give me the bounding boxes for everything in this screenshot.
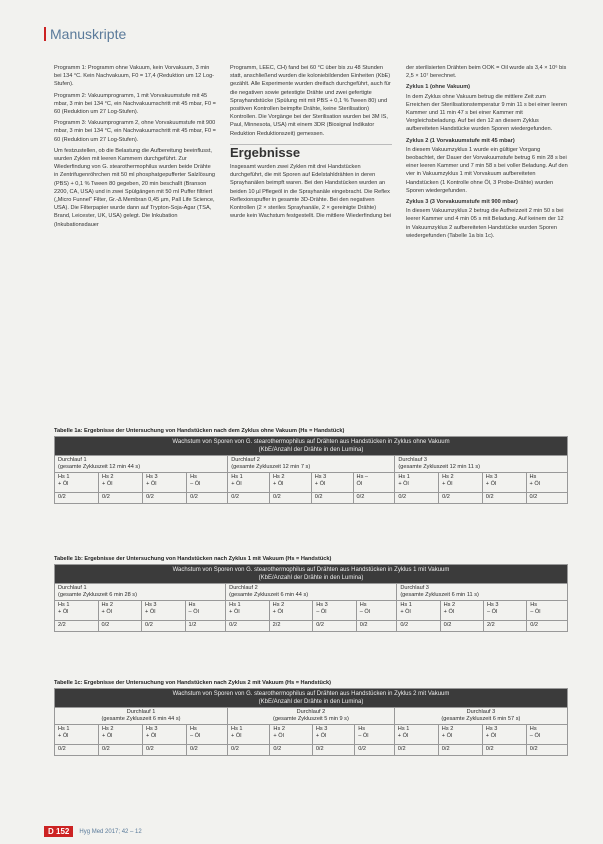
run-header-cell [228,456,395,473]
column-1 [54,64,216,404]
run-time: (gesamte Zykluszeit 6 min 44 s) [101,716,181,722]
table-subheading-text: (KbE/Anzahl der Drähte in den Lumina) [258,575,364,581]
run-time: (gesamte Zykluszeit 6 min 44 s) [229,592,309,598]
result-value-cell: 0/2 [228,493,270,504]
paragraph: Um festzustellen, ob die Belastung die Aufbereitung beeinflusst, wurden Zyklen mit leeren Kammern durchgeführt. Zur Wiederfindung von G. stearothermophilus wurden beide Drähte in Zentrifugenröhrchen mit 50 ml phosphatgepufferter Salzlösung (PBS) + 0,1 % Tween 80 gegeben, 20 min beschallt (Branson 2200, CA, USA) und in zwei Spülgängen mit 50 ml Puffer filtriert („Micro Funnel“ Filter, Gr.-Δ Membran 0,45 µm, Pall Life Science, USA). Die Filterpapier wurde dann auf Trypton-Soja-Agar (TSA, Brand, Leicester, UK, USA) gelegt. Die Inkubation (Inkubationsdauer [54,147,215,228]
run-label: Durchlauf 2 [231,457,260,463]
handpiece-header-cell: Hs 3 + Öl [482,725,526,745]
handpiece-header-cell: Hs 2 + Öl [98,601,142,621]
subheading: Zyklus 1 (ohne Vakuum) [406,84,471,91]
run-header-cell [397,584,568,601]
result-value-cell: 0/2 [187,745,228,756]
header-accent-bar [44,27,46,41]
handpiece-header-cell: Hs 2 + Öl [269,601,313,621]
handpiece-header-cell: Hs 2 + Öl [99,725,143,745]
paragraph: Programm, LEEC, CH) fand bei 60 °C über bis zu 48 Stunden statt, anschließend wurden die koloniebildenden Einheiten (KbE) gezählt. Alle Experimente wurden dreifach durchgeführt, auch für die negativen sowie getestigte Drähte und zwei gefertigte Sprayhandstücke (Spülung mit mit PBS + 0,1 % Tween 80) und positiven Kontrollen beimpfte Drähte, keine Sterilisation) Kontrollen. Die Vorgänge bei der Sterilisation wurden bei 3M IS, Paul, Minnesota, USA) mit einem 3DR (Biosignal Indikator Reduktion Reduktionszeit) gemessen. [230,65,391,137]
results-table [54,688,568,756]
result-value-cell: 2/2 [55,621,99,632]
journal-citation: Hyg Med 2017; 42 – 12 [79,828,142,835]
paragraph: Programm 1: Programm ohne Vakuum, kein Vorvakuum, 3 min bei 134 °C. Kein Nachvakuum, F0 = 17,4 (Reduktion um 12 Log-Stufen). [54,65,215,88]
handpiece-header-cell: Hs 2 + Öl [270,725,312,745]
result-value-cell: 0/2 [270,745,312,756]
handpiece-header-cell: Hs 1 + Öl [55,601,99,621]
table-heading-text: Wachstum von Sporen von G. stearothermophilus auf Drähten aus Handstücken in Zyklus 2 mit Vakuum [172,691,450,697]
result-value-cell: 0/2 [482,493,526,504]
handpiece-header-cell: Hs 1 + Öl [395,473,439,493]
results-heading: Ergebnisse [230,144,392,157]
result-value-cell: 2/2 [483,621,526,632]
handpiece-header-cell: Hs 1 + Öl [226,601,270,621]
table-heading [55,689,568,708]
handpiece-header-cell: Hs 2 + Öl [439,473,483,493]
result-value-cell: 0/2 [228,745,270,756]
column-2 [230,64,392,404]
handpiece-header-cell: Hs 1 + Öl [228,725,270,745]
handpiece-header-cell: Hs – Öl [355,725,395,745]
run-header-cell [226,584,397,601]
handpiece-header-cell: Hs 2 + Öl [440,601,483,621]
paragraph: In diesem Vakuumzyklus 2 betrug die Aufheizzeit 2 min 50 s bei leerer Kammer und 4 min 05 s mit Beladung. Auf keinem der 12 in Vakuumzyklus 2 aufbereiteten Handstücke wurden Sporen wiedergefunden (Tabelle 1a bis 1c). [406,208,564,239]
run-time: (gesamte Zykluszeit 6 min 57 s) [441,716,521,722]
run-header-cell [55,584,226,601]
run-time: (gesamte Zykluszeit 12 min 7 s) [231,464,311,470]
result-value-cell: 0/2 [397,621,440,632]
subheading: Zyklus 3 (3 Vorvakuumstufe mit 900 mbar) [406,199,518,206]
handpiece-header-cell: Hs – Öl [526,725,567,745]
paragraph: Programm 3: Vakuumprogramm 2, ohne Vorvakuumstufe mit 900 mbar, 3 min bei 134 °C, ein Nachvakuumschritt mit 45 mbar, F0 = 60 (Reduktion um 27 Log-Stufen). [54,120,216,143]
handpiece-header-cell: Hs 3 + Öl [142,601,186,621]
result-value-cell: 0/2 [394,745,438,756]
run-header-cell [394,708,567,725]
run-header-cell [55,708,228,725]
run-time: (gesamte Zykluszeit 6 min 11 s) [400,592,479,598]
result-value-cell: 0/2 [55,493,99,504]
handpiece-header-cell: Hs 3 + Öl [311,473,353,493]
result-value-cell: 0/2 [55,745,99,756]
results-table [54,564,568,632]
result-value-cell: 0/2 [143,745,187,756]
run-time: (gesamte Zykluszeit 5 min 9 s) [272,716,349,722]
page-footer [44,826,142,837]
handpiece-header-cell: Hs – Öl [527,601,568,621]
handpiece-header-cell: Hs 1 + Öl [397,601,440,621]
run-label: Durchlauf 2 [296,709,326,715]
handpiece-header-cell: Hs 2 + Öl [270,473,312,493]
results-table [54,436,568,504]
handpiece-header-cell: Hs 3 + Öl [312,725,354,745]
result-value-cell: 0/2 [187,493,228,504]
handpiece-header-cell: Hs – Öl [187,725,228,745]
table-heading-text: Wachstum von Sporen von G. stearothermophilus auf Drähten aus Handstücken in Zyklus ohne Vakuum [172,439,450,445]
result-value-cell: 0/2 [527,621,568,632]
run-label: Durchlauf 2 [229,585,258,591]
paragraph: Insgesamt wurden zwei Zyklen mit drei Handstücken durchgeführt, die mit Sporen auf Edelstahldrähten in deren Sprayhanälen beimpft waren. Bei den Handstücken wurden an beiden 10 µl Pflegeöl in die Sprayhanäle eingebracht. Die Reflex Reflexionspuffer in gesamte 3D-Drähte. Bei den negativen Kontrollen (2 × steriles Sprayhanäle, 2 × gereinigte Drähte) wurde kein Wachstum festgestellt. Die mittlere Wiederfindung bei [230,164,392,220]
handpiece-header-cell: Hs 2 + Öl [99,473,143,493]
section-title: Manuskripte [50,26,127,42]
handpiece-header-cell: Hs – Öl [185,601,226,621]
run-header-cell [395,456,568,473]
table-heading-text: Wachstum von Sporen von G. stearothermophilus auf Drähten aus Handstücken in Zyklus 1 mit Vakuum [172,567,450,573]
body-text [54,64,568,404]
paragraph: Programm 2: Vakuumprogramm, 1 mit Vorvakuumstufe mit 45 mbar, 3 min bei 134 °C, ein Nachvakuumschritt mit 45 mbar, F0 = 60 (Reduktion um 27 Log-Stufen). [54,92,216,116]
handpiece-header-cell: Hs + Öl [526,473,567,493]
results-table-block [54,556,568,632]
result-value-cell: 0/2 [439,493,483,504]
section-header [44,26,126,42]
run-label: Durchlauf 1 [126,709,156,715]
result-value-cell: 0/2 [313,621,357,632]
run-label: Durchlauf 3 [466,709,496,715]
run-time: (gesamte Zykluszeit 12 min 11 s) [398,464,481,470]
run-label: Durchlauf 3 [400,585,429,591]
result-value-cell: 0/2 [526,745,567,756]
result-value-cell: 0/2 [98,621,142,632]
paragraph: In diesem Vakuumzyklus 1 wurde ein gültiger Vorgang beobachtet, der Dauer der Vorvakuumstufe betrug 6 min 28 s bei einer leeren Kammer und 7 min 58 s bei voller Beladung. Auf den vier in Vakuumzyklus 1 mit Vorvakuum aufbereiteten Handstücken (1 Kontrolle ohne Öl, 3 Probe-Drähte) wurden Sporen wiedergefunden. [406,146,568,194]
result-value-cell: 0/2 [356,621,397,632]
subheading: Zyklus 2 (1 Vorvakuumstufe mit 45 mbar) [406,137,515,144]
handpiece-header-cell: Hs 3 + Öl [143,725,187,745]
result-value-cell: 0/2 [438,745,482,756]
run-time: (gesamte Zykluszeit 6 min 28 s) [58,592,137,598]
result-value-cell: 0/2 [440,621,483,632]
handpiece-header-cell: Hs – Öl [356,601,397,621]
table-caption: Tabelle 1c: Ergebnisse der Untersuchung von Handstücken nach Zyklus 2 mit Vakuum (Hs = Handstück) [54,680,332,686]
run-label: Durchlauf 3 [398,457,427,463]
table-heading [55,565,568,584]
handpiece-header-cell: Hs 2 + Öl [438,725,482,745]
handpiece-header-cell: Hs 3 + Öl [482,473,526,493]
column-3 [406,64,568,404]
table-subheading-text: (KbE/Anzahl der Drähte in den Lumina) [258,447,364,453]
handpiece-header-cell: Hs 1 + Öl [55,473,99,493]
run-header-cell [55,456,228,473]
results-table-block [54,428,568,504]
handpiece-header-cell: Hs 1 + Öl [55,725,99,745]
result-value-cell: 0/2 [270,493,312,504]
result-value-cell: 2/2 [269,621,313,632]
result-value-cell: 0/2 [143,493,187,504]
handpiece-header-cell: Hs 3 + Öl [143,473,187,493]
result-value-cell: 0/2 [99,493,143,504]
paragraph: der sterilisierten Drähten beim OOK = Oil wurde als 3,4 × 10⁶ bis 2,5 × 10⁷ berechnet. [406,65,567,80]
handpiece-header-cell: Hs 3 – Öl [313,601,357,621]
result-value-cell: 1/2 [185,621,226,632]
result-value-cell: 0/2 [395,493,439,504]
result-value-cell: 0/2 [226,621,270,632]
handpiece-header-cell: Hs 1 + Öl [228,473,270,493]
result-value-cell: 0/2 [526,493,567,504]
results-table-block [54,680,568,756]
table-caption: Tabelle 1b: Ergebnisse der Untersuchung von Handstücken nach Zyklus 1 mit Vakuum (Hs = Handstück) [54,556,332,562]
run-label: Durchlauf 1 [58,457,87,463]
result-value-cell: 0/2 [482,745,526,756]
result-value-cell: 0/2 [353,493,395,504]
handpiece-header-cell: Hs 3 – Öl [483,601,526,621]
table-subheading-text: (KbE/Anzahl der Drähte in den Lumina) [258,699,364,705]
handpiece-header-cell: Hs – Öl [353,473,395,493]
table-heading [55,437,568,456]
result-value-cell: 0/2 [311,493,353,504]
handpiece-header-cell: Hs – Öl [187,473,228,493]
result-value-cell: 0/2 [312,745,354,756]
result-value-cell: 0/2 [355,745,395,756]
handpiece-header-cell: Hs 1 + Öl [394,725,438,745]
result-value-cell: 0/2 [142,621,186,632]
result-value-cell: 0/2 [99,745,143,756]
run-label: Durchlauf 1 [58,585,87,591]
paragraph: In dem Zyklus ohne Vakuum betrug die mittlere Zeit zum Erreichen der Sterilisationstemperatur 9 min 11 s bei einer leeren Kammer und 11 min 47 s bei einer Kammer mit Vergleichsbeladung. Auf bei den 12 an diesem Zyklus aufbereiteten Handstücke wurden Sporen wiedergefunden. [406,93,567,133]
page-number: D 152 [44,826,73,837]
table-caption: Tabelle 1a: Ergebnisse der Untersuchung von Handstücken nach dem Zyklus ohne Vakuum (Hs = Handstück) [54,428,345,434]
run-time: (gesamte Zykluszeit 12 min 44 s) [58,464,141,470]
run-header-cell [228,708,395,725]
